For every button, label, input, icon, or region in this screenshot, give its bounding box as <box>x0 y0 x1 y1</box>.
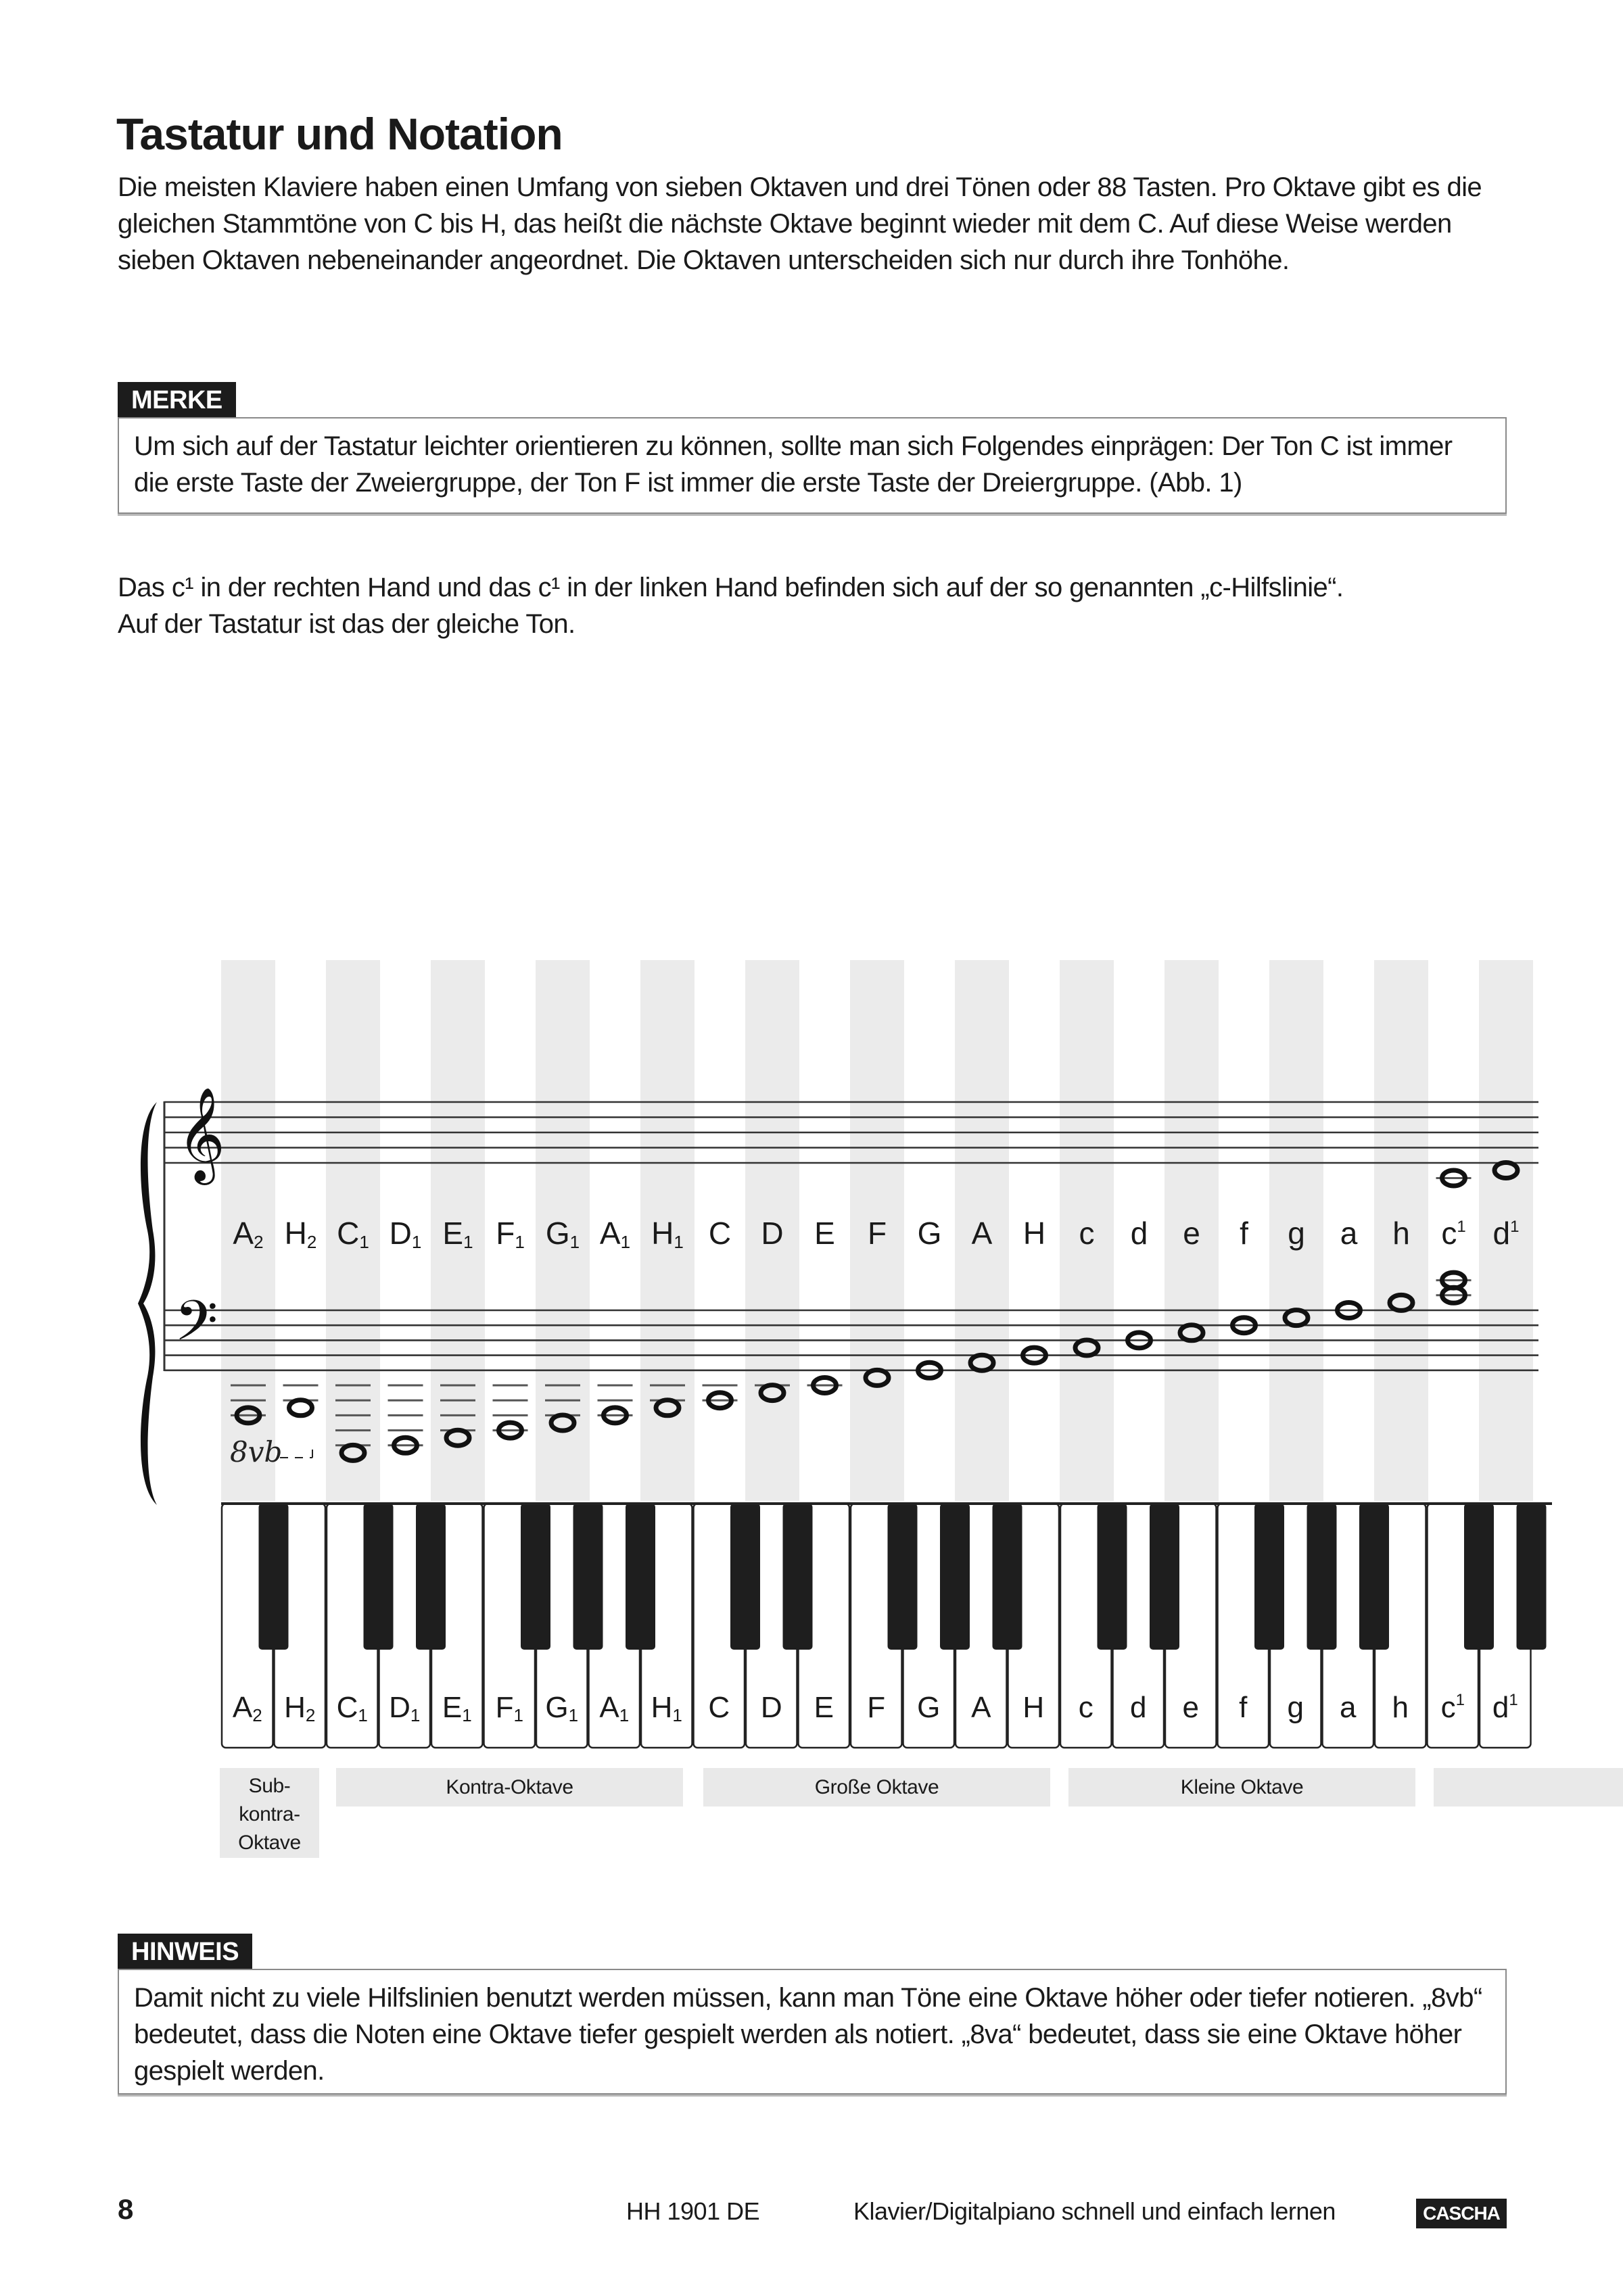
ottava-bassa-mark: 8vb <box>230 1435 283 1468</box>
black-key <box>364 1504 394 1650</box>
key-label: A2 <box>232 1691 262 1725</box>
note-name-label: C <box>708 1216 732 1251</box>
note-name-label: D <box>761 1216 784 1251</box>
note-name-label: h <box>1392 1216 1410 1251</box>
key-label: D <box>760 1691 782 1724</box>
note-name-label: E1 <box>442 1216 473 1252</box>
key-label: A <box>971 1691 991 1724</box>
black-key <box>940 1504 970 1650</box>
black-key <box>1150 1504 1179 1650</box>
note-name-label: G1 <box>545 1216 580 1252</box>
page-title: Tastatur und Notation <box>116 109 563 159</box>
note-name-label: H1 <box>651 1216 684 1252</box>
key-label: D1 <box>389 1691 421 1725</box>
key-label: h <box>1392 1691 1409 1724</box>
key-label: E1 <box>442 1691 472 1725</box>
note-name-label: H2 <box>284 1216 317 1252</box>
key-label: F <box>867 1691 886 1724</box>
footer-product-code: HH 1901 DE <box>626 2197 760 2225</box>
note-name-label: C1 <box>337 1216 369 1252</box>
octave-label: Sub- kontra- Oktave <box>220 1768 319 1858</box>
key-label: A1 <box>599 1691 630 1725</box>
key-label: e <box>1182 1691 1199 1724</box>
piano-keyboard <box>221 1504 1552 1748</box>
black-key <box>1254 1504 1284 1650</box>
hinweis-box <box>118 1969 1507 2095</box>
black-key <box>573 1504 603 1650</box>
hilfslinie-line-1: Das c¹ in der rechten Hand und das c¹ in der linken Hand befinden sich auf der so genannten „c-Hilfslinie“. <box>118 573 1344 602</box>
note-name-label: A <box>971 1216 993 1251</box>
key-label: C <box>708 1691 730 1724</box>
black-key <box>1098 1504 1127 1650</box>
black-key <box>521 1504 550 1650</box>
black-key <box>1517 1504 1547 1650</box>
hinweis-text: Damit nicht zu viele Hilfslinien benutzt werden müssen, kann man Töne eine Oktave höher oder tiefer notieren. „8vb“ bedeutet, dass die Noten eine Oktave tiefer gespielt werden als notiert. „8va“ bedeutet, dass sie eine Oktave höher gespielt werden. <box>134 1983 1482 2086</box>
octave-label: Große Oktave <box>703 1768 1050 1807</box>
black-key <box>783 1504 813 1650</box>
black-key <box>1359 1504 1389 1650</box>
note-name-label: F1 <box>496 1216 525 1252</box>
key-label: E <box>814 1691 834 1724</box>
note-name-label: e <box>1183 1216 1200 1251</box>
merke-label: MERKE <box>118 382 236 417</box>
footer-book-title: Klavier/Digitalpiano schnell und einfach lernen <box>853 2197 1336 2225</box>
octave-label <box>1434 1768 1623 1807</box>
note-name-label: a <box>1340 1216 1358 1251</box>
key-label: $c^1$ <box>1440 1691 1465 1724</box>
note-name-label: c <box>1079 1216 1095 1251</box>
brace-icon <box>138 1102 157 1505</box>
cascha-logo: CASCHA <box>1416 2199 1507 2228</box>
black-key <box>1307 1504 1337 1650</box>
hilfslinie-line-2: Auf der Tastatur ist das der gleiche Ton. <box>118 609 575 639</box>
black-key <box>259 1504 289 1650</box>
note-name-label: $c^1$ <box>1441 1216 1466 1251</box>
key-label: g <box>1287 1691 1304 1724</box>
black-key <box>1464 1504 1494 1650</box>
octave-label: Kleine Oktave <box>1068 1768 1415 1807</box>
key-label: $d^1$ <box>1492 1691 1518 1724</box>
key-label: H1 <box>651 1691 682 1725</box>
note-name-label: G <box>917 1216 942 1251</box>
black-key <box>993 1504 1022 1650</box>
bass-clef-icon: 𝄢 <box>174 1288 218 1367</box>
note-name-label: F <box>867 1216 887 1251</box>
note-name-label: g <box>1288 1216 1305 1251</box>
key-label: c <box>1078 1691 1093 1724</box>
key-label: f <box>1239 1691 1248 1724</box>
hinweis-label: HINWEIS <box>118 1934 252 1969</box>
note-name-label: A1 <box>599 1216 631 1252</box>
key-label: H <box>1022 1691 1045 1724</box>
black-key <box>626 1504 655 1650</box>
note-name-label: D1 <box>389 1216 422 1252</box>
key-label: H2 <box>284 1691 316 1725</box>
key-label: G1 <box>545 1691 579 1725</box>
note-name-label: d <box>1130 1216 1148 1251</box>
black-key <box>416 1504 446 1650</box>
treble-clef-icon: 𝄞 <box>177 1087 225 1181</box>
footer-page-number: 8 <box>118 2193 134 2225</box>
key-label: C1 <box>336 1691 368 1725</box>
merke-text: Um sich auf der Tastatur leichter orientieren zu können, sollte man sich Folgendes einprägen: Der Ton C ist immer die erste Taste der Zweiergruppe, der Ton F ist immer die erste Taste der Dreiergruppe. (Abb. 1) <box>134 431 1453 498</box>
key-label: G <box>917 1691 941 1724</box>
note-name-label: $d^1$ <box>1492 1216 1520 1251</box>
note-name-label: A2 <box>233 1216 264 1252</box>
note-name-label: H <box>1022 1216 1046 1251</box>
note-name-label: E <box>814 1216 835 1251</box>
note-whole <box>289 1400 312 1416</box>
black-key <box>730 1504 760 1650</box>
key-label: F1 <box>495 1691 523 1725</box>
note-name-label: f <box>1240 1216 1248 1251</box>
octave-label: Kontra-Oktave <box>336 1768 683 1807</box>
black-key <box>888 1504 918 1650</box>
key-label: a <box>1340 1691 1357 1724</box>
note-name-row <box>233 1216 1519 1252</box>
intro-paragraph: Die meisten Klaviere haben einen Umfang von sieben Oktaven und drei Tönen oder 88 Tasten. Pro Oktave gibt es die gleichen Stammtöne von C bis H, das heißt die nächste Oktave beginnt wieder mit dem C. Auf diese Weise werden sieben Oktaven nebeneinander angeordnet. Die Oktaven unterscheiden sich nur durch ihre Tonhöhe. <box>118 172 1482 275</box>
key-label: d <box>1130 1691 1147 1724</box>
